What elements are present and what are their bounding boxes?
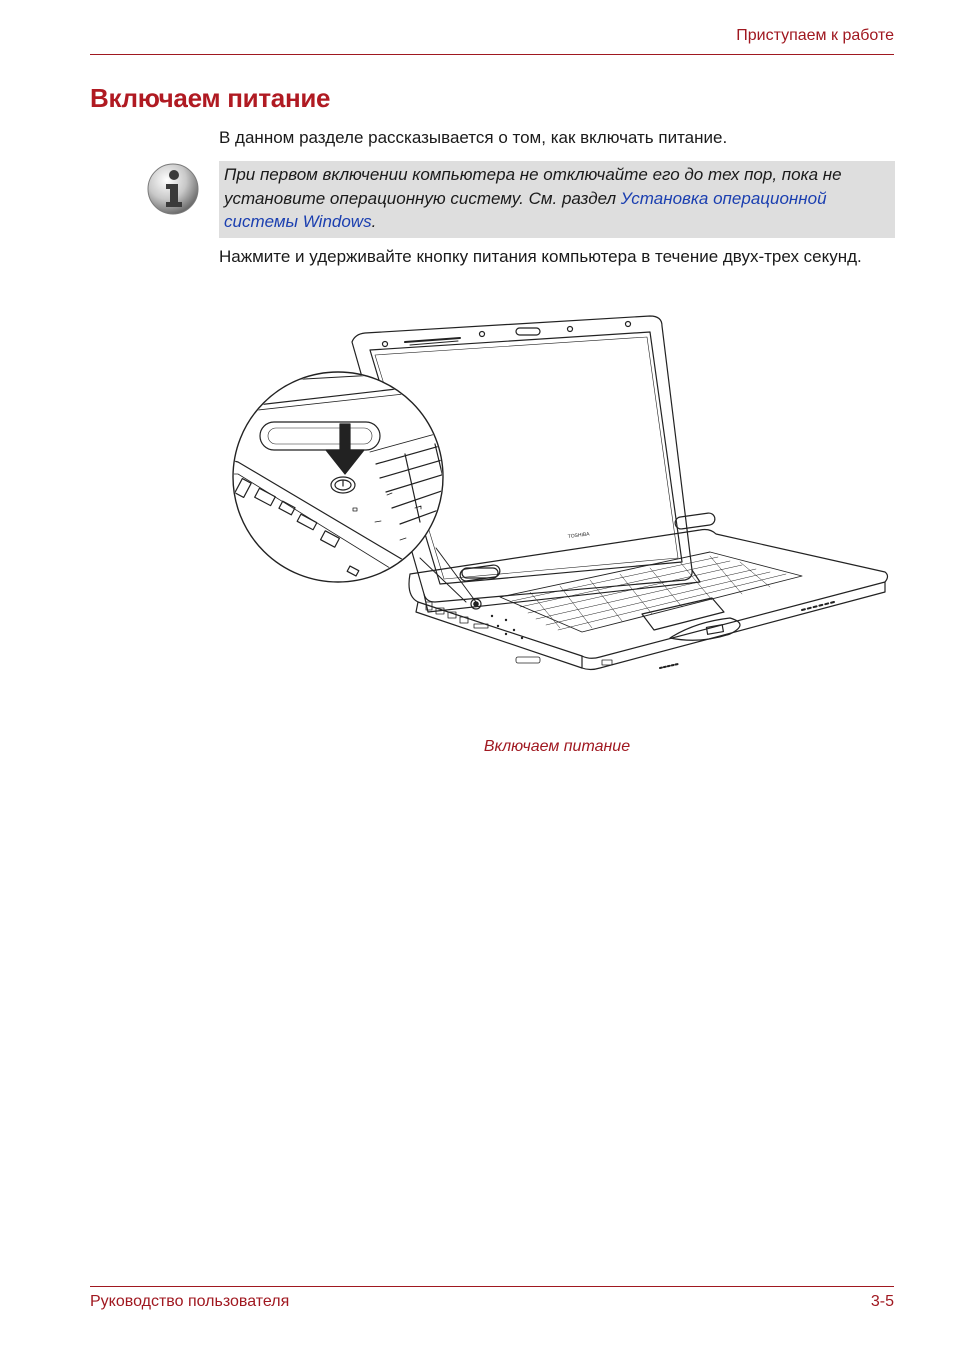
footer-manual-title: Руководство пользователя: [90, 1293, 290, 1310]
laptop-power-button-figure: [230, 312, 890, 722]
header-rule: [90, 54, 894, 55]
info-icon: [146, 162, 200, 216]
note-box: [219, 161, 895, 238]
footer-rule: [90, 1286, 894, 1287]
page-title: Включаем питание: [90, 83, 331, 113]
intro-paragraph: В данном разделе рассказывается о том, как включать питание.: [219, 128, 728, 147]
figure-caption: Включаем питание: [483, 738, 631, 755]
note-text-end: .: [371, 212, 377, 231]
brand-label: TOSHIBA: [567, 531, 590, 540]
running-header: Приступаем к работе: [736, 27, 894, 44]
instruction-paragraph: Нажмите и удерживайте кнопку питания компьютера в течение двух-трех секунд.: [219, 247, 862, 266]
note-text: При первом включении компьютера не отключайте его до тех пор, пока не установите операционную систему. См. раздел: [224, 165, 842, 208]
page-number: 3-5: [870, 1293, 894, 1310]
note-link[interactable]: Установка операционной системы Windows: [224, 188, 827, 231]
